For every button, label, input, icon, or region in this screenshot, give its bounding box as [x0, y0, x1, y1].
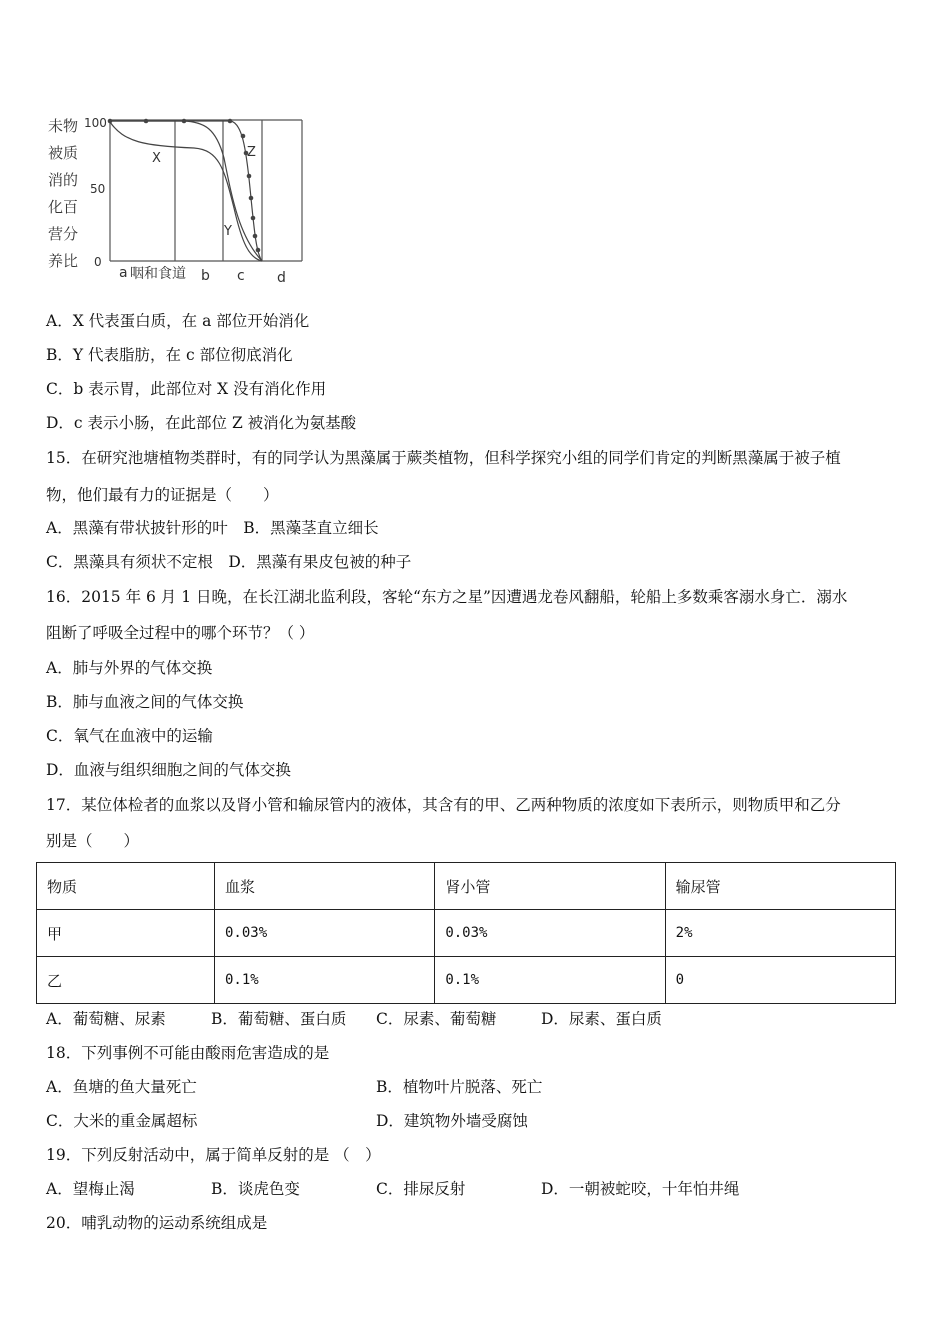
curve-label-y: Y [224, 224, 232, 239]
y-label-6: 养比 [48, 252, 79, 270]
y-label-1: 未物 [48, 117, 79, 135]
q18-option-c: C．大米的重金属超标 [46, 1112, 198, 1130]
q15-options-row1: A．黑藻有带状披针形的叶 B．黑藻茎直立细长 [46, 519, 379, 537]
table-header-cell: 肾小管 [435, 863, 665, 910]
q15-stem-line2: 物，他们最有力的证据是（ ） [46, 486, 279, 504]
y-tick-0: 0 [94, 255, 102, 269]
curve-y [110, 121, 262, 261]
q16-option-a: A．肺与外界的气体交换 [46, 659, 213, 677]
q19-option-a: A．望梅止渴 [46, 1180, 135, 1198]
q17-option-d: D．尿素、蛋白质 [541, 1010, 662, 1028]
y-tick-100: 100 [84, 116, 107, 130]
q17-option-b: B．葡萄糖、蛋白质 [211, 1010, 347, 1028]
q19-option-c: C．排尿反射 [376, 1180, 466, 1198]
concentration-table [36, 862, 896, 1004]
x-label-d: d [277, 270, 286, 286]
q16-stem-line1: 16．2015 年 6 月 1 日晚，在长江湖北监利段，客轮“东方之星”因遭遇龙卷风翻船，轮船上多数乘客溺水身亡．溺水 [46, 588, 848, 606]
table-cell: 乙 [37, 957, 215, 1004]
curve-z [110, 121, 262, 261]
y-label-5: 营分 [48, 225, 79, 243]
y-label-3: 消的 [48, 171, 79, 189]
q14-option-c: C．b 表示胃，此部位对 X 没有消化作用 [46, 380, 327, 398]
table-cell: 0.1% [435, 957, 665, 1004]
q16-option-b: B．肺与血液之间的气体交换 [46, 693, 244, 711]
x-label-b: b [201, 268, 210, 284]
q18-option-a: A．鱼塘的鱼大量死亡 [46, 1078, 197, 1096]
curve-label-z: Z [247, 145, 256, 160]
table-header-cell: 物质 [37, 863, 215, 910]
x-label-a: a [119, 265, 128, 281]
y-tick-50: 50 [90, 182, 106, 196]
table-cell: 0.1% [214, 957, 434, 1004]
q19-stem: 19．下列反射活动中，属于简单反射的是 （ ） [46, 1146, 381, 1164]
table-header-cell: 血浆 [214, 863, 434, 910]
y-label-2: 被质 [48, 144, 79, 162]
q19-option-b: B．谈虎色变 [211, 1180, 300, 1198]
digestion-chart [44, 108, 314, 288]
y-label-4: 化百 [48, 198, 79, 216]
table-cell: 0 [665, 957, 895, 1004]
q17-option-a: A．葡萄糖、尿素 [46, 1010, 166, 1028]
table-cell: 2% [665, 910, 895, 957]
x-label-pharynx: 咽和食道 [130, 266, 186, 282]
q17-option-c: C．尿素、葡萄糖 [376, 1010, 497, 1028]
q14-option-a: A．X 代表蛋白质，在 a 部位开始消化 [46, 312, 310, 330]
curve-x [110, 122, 262, 261]
q14-option-b: B．Y 代表脂肪，在 c 部位彻底消化 [46, 346, 293, 364]
q17-stem-line1: 17．某位体检者的血浆以及肾小管和输尿管内的液体，其含有的甲、乙两种物质的浓度如下表所示，则物质甲和乙分 [46, 796, 841, 814]
table-header-row [37, 863, 896, 910]
table-cell: 甲 [37, 910, 215, 957]
table-cell: 0.03% [435, 910, 665, 957]
q16-option-d: D．血液与组织细胞之间的气体交换 [46, 761, 291, 779]
x-label-c: c [237, 268, 245, 284]
q14-option-d: D．c 表示小肠，在此部位 Z 被消化为氨基酸 [46, 414, 357, 432]
q16-stem-line2: 阻断了呼吸全过程中的哪个环节？（ ） [46, 624, 315, 642]
table-header-cell: 输尿管 [665, 863, 895, 910]
q16-option-c: C．氧气在血液中的运输 [46, 727, 213, 745]
table-cell: 0.03% [214, 910, 434, 957]
q15-options-row2: C．黑藻具有须状不定根 D．黑藻有果皮包被的种子 [46, 553, 412, 571]
q18-option-b: B．植物叶片脱落、死亡 [376, 1078, 543, 1096]
q20-stem: 20．哺乳动物的运动系统组成是 [46, 1214, 268, 1232]
q19-option-d: D．一朝被蛇咬，十年怕井绳 [541, 1180, 740, 1198]
table-row [37, 910, 896, 957]
q17-stem-line2: 别是（ ） [46, 832, 140, 850]
q18-option-d: D．建筑物外墙受腐蚀 [376, 1112, 528, 1130]
curve-label-x: X [152, 151, 161, 166]
q18-stem: 18．下列事例不可能由酸雨危害造成的是 [46, 1044, 330, 1062]
q15-stem-line1: 15．在研究池塘植物类群时，有的同学认为黑藻属于蕨类植物，但科学探究小组的同学们肯定的判断黑藻属于被子植 [46, 449, 841, 467]
table-row [37, 957, 896, 1004]
